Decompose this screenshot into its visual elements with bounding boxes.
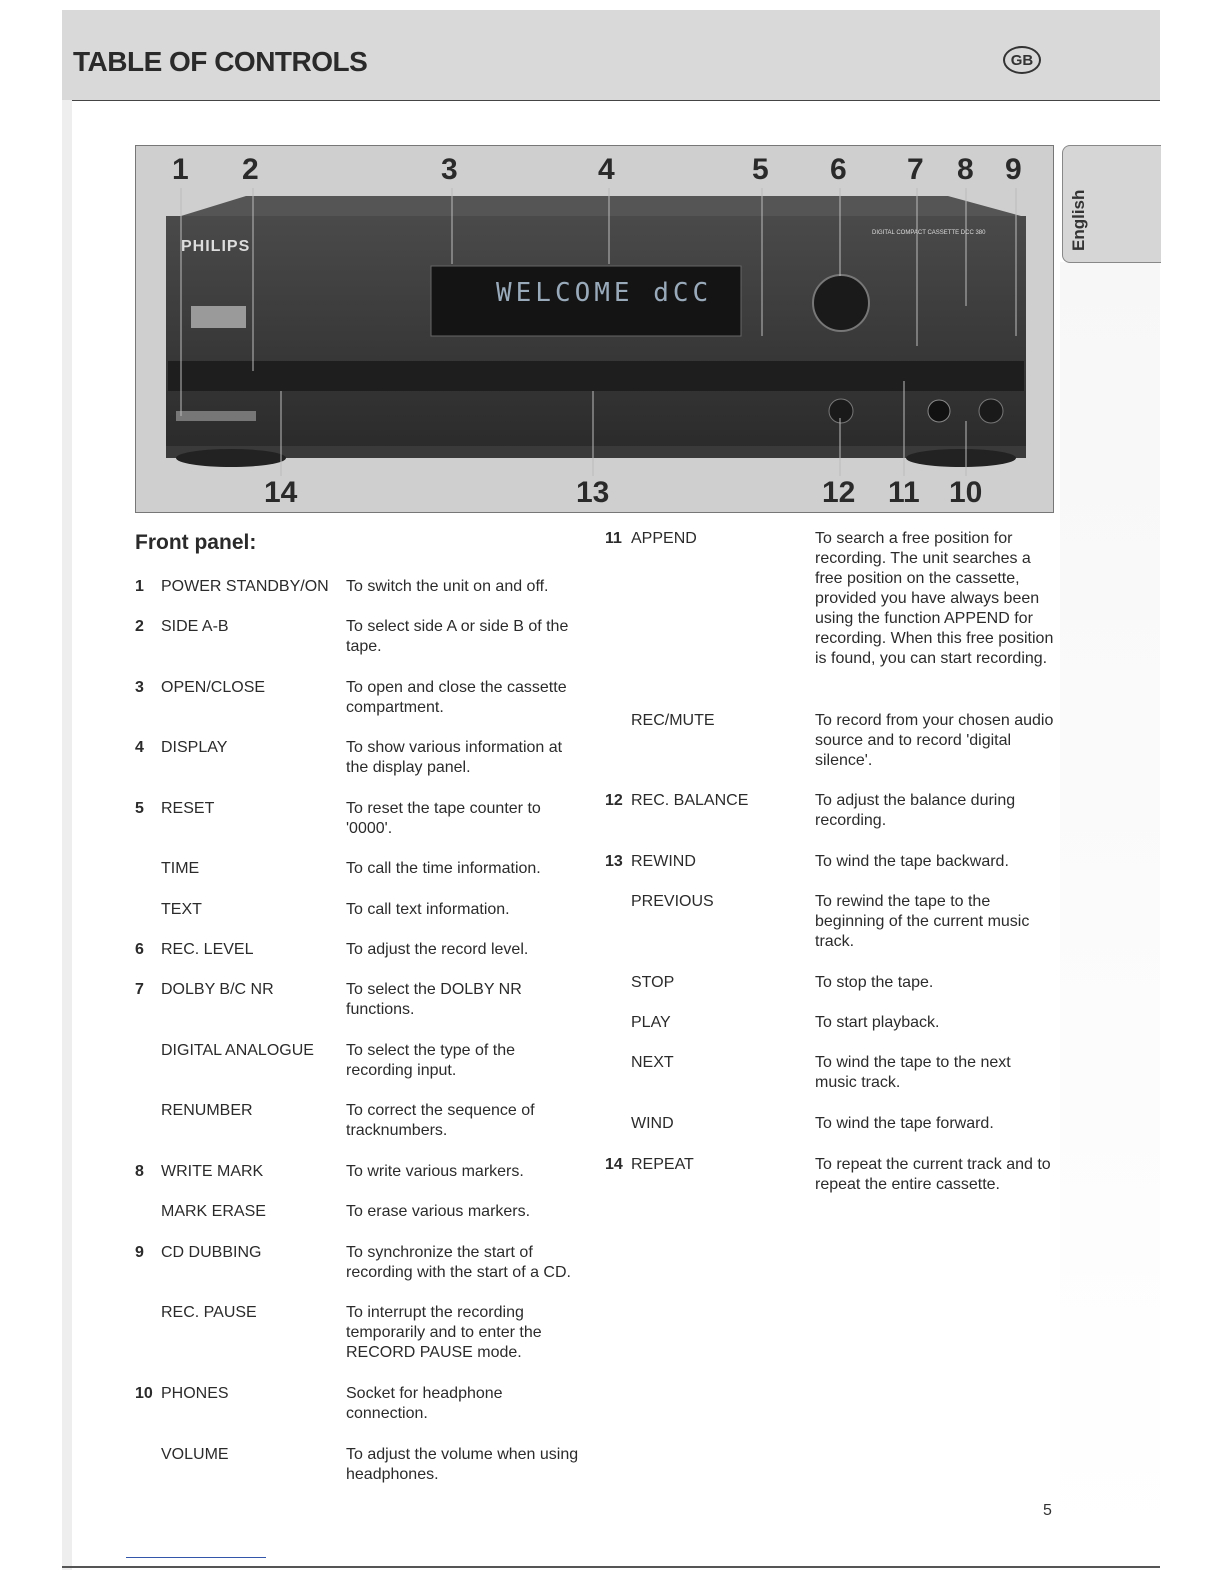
control-number: 11 [605, 530, 622, 547]
right-foot [906, 449, 1016, 467]
control-number: 13 [605, 853, 623, 870]
callout-2: 2 [242, 153, 259, 186]
control-name: POWER STANDBY/ON [161, 578, 329, 595]
language-tab-label: English [1069, 189, 1088, 251]
control-name: REWIND [631, 853, 696, 870]
control-description: To adjust the volume when using headphones. [346, 1446, 579, 1483]
callout-6: 6 [830, 153, 847, 186]
control-name: REC. BALANCE [631, 792, 749, 809]
callout-7: 7 [907, 153, 924, 186]
model-label: DIGITAL COMPACT CASSETTE DCC 380 [872, 230, 986, 236]
control-number: 2 [135, 618, 144, 635]
callout-14: 14 [264, 476, 298, 509]
control-description: To interrupt the recording temporarily and to enter the RECORD PAUSE mode. [346, 1304, 542, 1361]
control-description: To call text information. [346, 901, 510, 918]
control-number: 14 [605, 1156, 623, 1173]
callout-12: 12 [822, 476, 856, 509]
callout-4: 4 [598, 153, 615, 186]
phones-socket [928, 400, 950, 422]
control-description: To wind the tape to the next music track. [815, 1054, 1011, 1091]
control-number: 8 [135, 1163, 144, 1180]
control-description: To select side A or side B of the tape. [346, 618, 569, 655]
brand-logo: PHILIPS [181, 238, 251, 255]
deck-top [181, 196, 1021, 216]
control-description: Socket for headphone connection. [346, 1385, 503, 1422]
control-name: RENUMBER [161, 1102, 253, 1119]
page-title: TABLE OF CONTROLS [73, 46, 368, 77]
page-number: 5 [1043, 1502, 1052, 1519]
control-description: To select the DOLBY NR functions. [346, 981, 522, 1018]
callout-5: 5 [752, 153, 769, 186]
dcc-logo-plate [191, 306, 246, 328]
control-description: To open and close the cassette compartment. [346, 679, 567, 716]
control-description: To wind the tape backward. [815, 853, 1009, 870]
deck-base [166, 446, 1026, 458]
callout-10: 10 [949, 476, 983, 509]
control-description: To stop the tape. [815, 974, 934, 991]
gb-language-badge: GB [1003, 46, 1041, 74]
control-number: 1 [135, 578, 144, 595]
button-rail [168, 361, 1024, 391]
control-name: REPEAT [631, 1156, 694, 1173]
control-number: 9 [135, 1244, 144, 1261]
volume-knob [979, 399, 1003, 423]
display-readout: WELCOME dCC [496, 278, 713, 308]
control-name: PLAY [631, 1014, 671, 1031]
front-panel-photo [135, 145, 1054, 513]
control-description: To reset the tape counter to '0000'. [346, 800, 541, 837]
left-foot [176, 449, 286, 467]
control-name: OPEN/CLOSE [161, 679, 266, 696]
callout-1: 1 [172, 153, 189, 186]
footer-link-underline [126, 1557, 266, 1558]
control-number: 10 [135, 1385, 153, 1402]
control-number: 12 [605, 792, 623, 809]
control-name: MARK ERASE [161, 1203, 266, 1220]
control-description: To start playback. [815, 1014, 940, 1031]
control-number: 7 [135, 981, 144, 998]
control-description: To switch the unit on and off. [346, 578, 549, 595]
control-description: To adjust the record level. [346, 941, 529, 958]
control-name: REC/MUTE [631, 712, 715, 729]
control-number: 6 [135, 941, 144, 958]
control-name: WRITE MARK [161, 1163, 264, 1180]
control-description: To rewind the tape to the beginning of the current music track. [815, 893, 1030, 950]
control-description: To adjust the balance during recording. [815, 792, 1016, 829]
control-name: DOLBY B/C NR [161, 981, 274, 998]
callout-8: 8 [957, 153, 974, 186]
control-description: To select the type of the recording input. [346, 1042, 515, 1079]
rec-level-knob [813, 275, 869, 331]
callout-3: 3 [441, 153, 458, 186]
control-name: SIDE A-B [161, 618, 229, 635]
deck-illustration [136, 146, 1053, 512]
standby-button [176, 411, 256, 421]
control-number: 5 [135, 800, 144, 817]
control-number: 4 [135, 739, 144, 756]
left-margin-band [62, 100, 72, 1570]
rec-balance-knob [829, 399, 853, 423]
front-panel-heading: Front panel: [135, 531, 257, 554]
control-name: REC. LEVEL [161, 941, 254, 958]
control-name: DISPLAY [161, 739, 228, 756]
callout-13: 13 [576, 476, 610, 509]
language-tab [1062, 145, 1161, 263]
control-name: PHONES [161, 1385, 229, 1402]
control-description: To search a free position for recording. The unit searches a free position on the cassette, provided you have always been using the function APPEND for recording. When this free position is found, you can start recording. [815, 530, 1054, 667]
callout-9: 9 [1005, 153, 1022, 186]
control-description: To repeat the current track and to repeat the entire cassette. [815, 1156, 1051, 1193]
control-name: CD DUBBING [161, 1244, 262, 1261]
control-name: WIND [631, 1115, 674, 1132]
control-name: TIME [161, 860, 200, 877]
control-name: REC. PAUSE [161, 1304, 257, 1321]
control-name: STOP [631, 974, 675, 991]
control-name: DIGITAL ANALOGUE [161, 1042, 314, 1059]
control-name: PREVIOUS [631, 893, 714, 910]
control-description: To wind the tape forward. [815, 1115, 994, 1132]
control-number: 3 [135, 679, 144, 696]
control-description: To show various information at the display panel. [346, 739, 563, 776]
control-description: To synchronize the start of recording with the start of a CD. [346, 1244, 571, 1281]
control-description: To erase various markers. [346, 1203, 531, 1220]
control-name: TEXT [161, 901, 202, 918]
control-name: NEXT [631, 1054, 674, 1071]
right-margin-shade [1060, 262, 1160, 1552]
control-description: To write various markers. [346, 1163, 524, 1180]
callout-11: 11 [888, 476, 920, 509]
control-description: To record from your chosen audio source and to record 'digital silence'. [815, 712, 1054, 769]
control-description: To correct the sequence of tracknumbers. [346, 1102, 535, 1139]
control-description: To call the time information. [346, 860, 541, 877]
control-name: APPEND [631, 530, 697, 547]
control-name: RESET [161, 800, 215, 817]
control-name: VOLUME [161, 1446, 229, 1463]
footer-rule [62, 1566, 1160, 1568]
